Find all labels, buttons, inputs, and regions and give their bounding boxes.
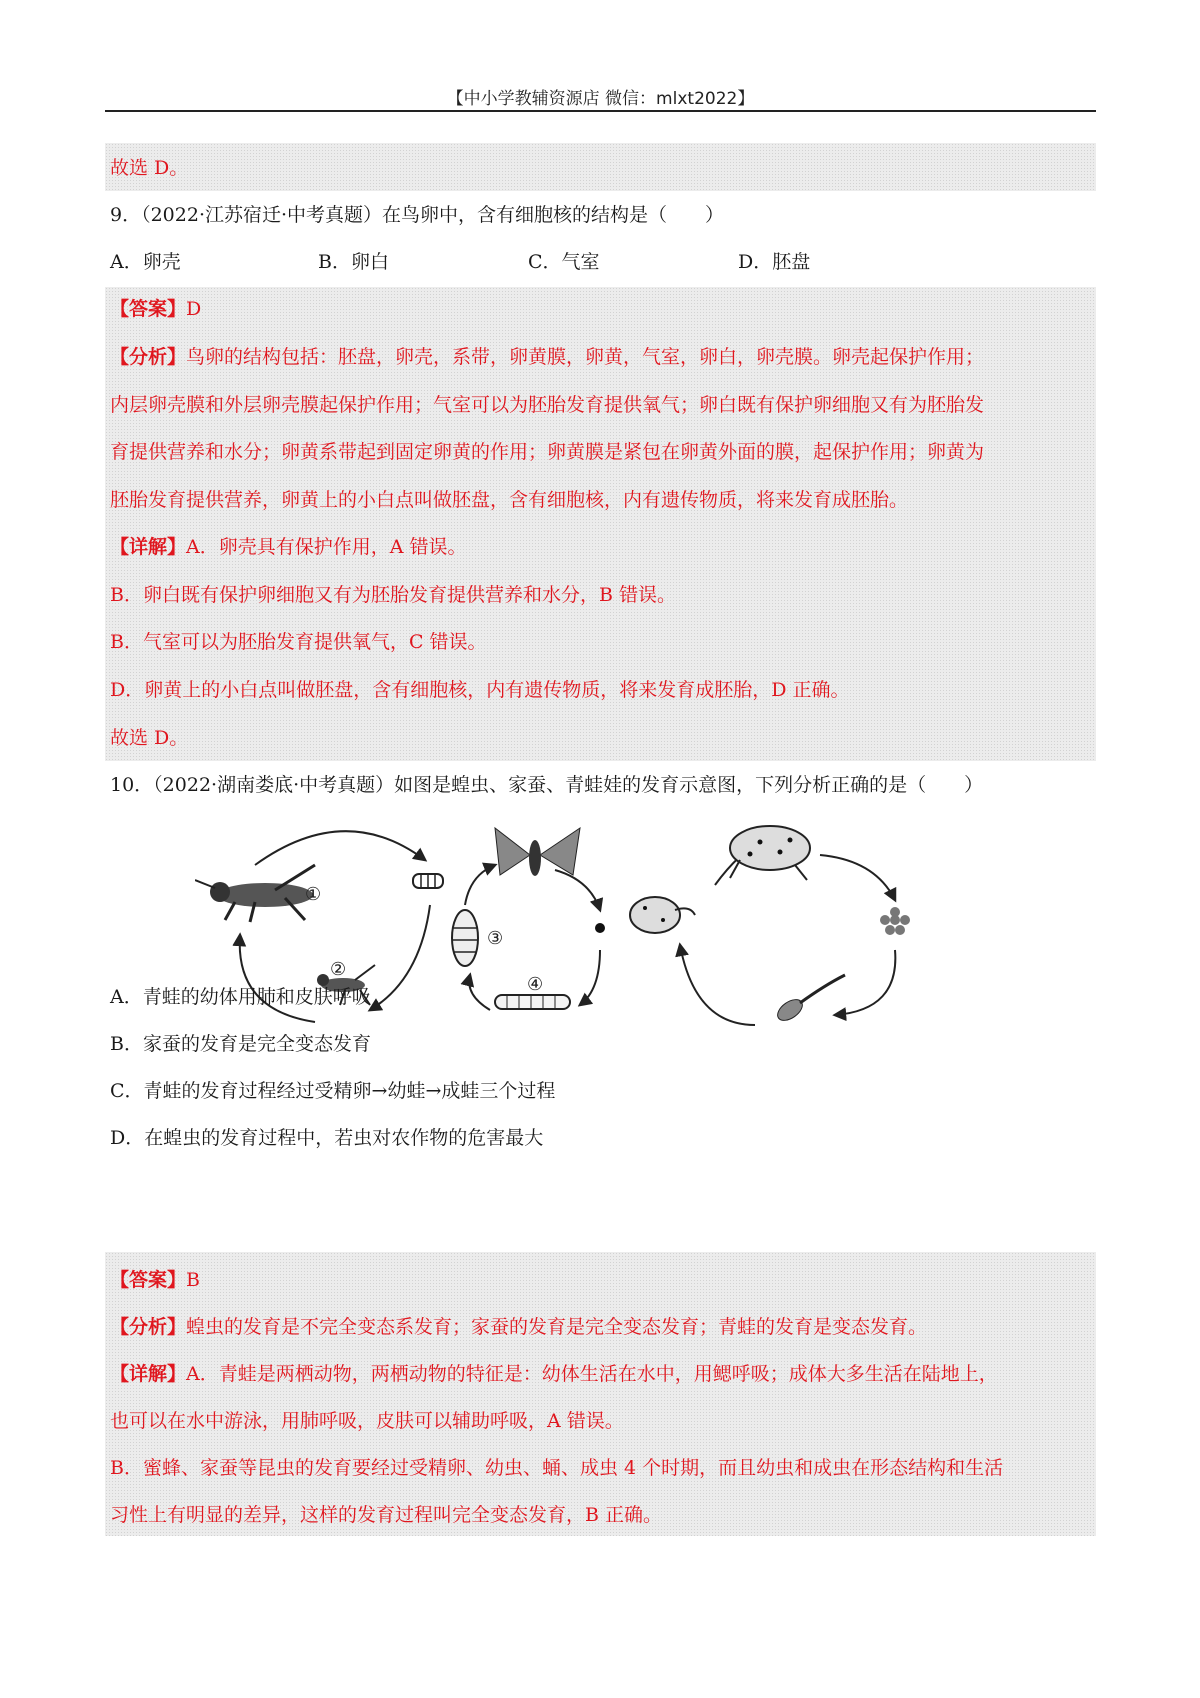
- detail-tag: 【详解】: [110, 536, 187, 558]
- header-rule: [105, 110, 1096, 112]
- q10-stem: 10．（2022·湖南娄底·中考真题）如图是蝗虫、家蚕、青蛙娃的发育示意图，下列分析正确的是（ ）: [110, 774, 984, 796]
- q9-analysis-line-3: 育提供营养和水分；卵黄系带起到固定卵黄的作用；卵黄膜是紧包在卵黄外面的膜，起保护作用；卵黄为: [110, 441, 985, 463]
- detail-text: A．卵壳具有保护作用，A 错误。: [186, 536, 467, 558]
- q9-detail-line-1: [110, 535, 467, 559]
- silk-moth-icon: [495, 828, 580, 876]
- q9-option-d: D．胚盘: [738, 251, 811, 273]
- q9-analysis-line-1: [110, 345, 984, 369]
- adult-locust-icon: [195, 865, 315, 922]
- tadpole-icon: [774, 975, 845, 1025]
- figure-label-1: ①: [305, 884, 322, 905]
- q10-solution-block: [105, 1252, 1096, 1536]
- frog-cycle: [630, 826, 910, 1025]
- q9-detail-line-2: B．卵白既有保护卵细胞又有为胚胎发育提供营养和水分，B 错误。: [110, 584, 676, 606]
- prev-solution-block: [105, 143, 1096, 191]
- q9-analysis-line-2: 内层卵壳膜和外层卵壳膜起保护作用；气室可以为胚胎发育提供氧气；卵白既有保护卵细胞又有为胚胎发: [110, 394, 985, 416]
- adult-frog-icon: [730, 826, 810, 880]
- analysis-tag: 【分析】: [110, 346, 187, 368]
- locust-eggs-icon: [413, 874, 443, 888]
- frog-eggs-icon: [880, 907, 910, 935]
- q10-option-b: B．家蚕的发育是完全变态发育: [110, 1033, 371, 1055]
- q9-option-b: B．卵白: [318, 251, 389, 273]
- analysis-text: 鸟卵的结构包括：胚盘，卵壳，系带，卵黄膜，卵黄，气室，卵白，卵壳膜。卵壳起保护作用；: [186, 346, 985, 368]
- q10-detail-line-1: [110, 1362, 998, 1386]
- q10-option-c: C．青蛙的发育过程经过受精卵→幼蛙→成蛙三个过程: [110, 1080, 556, 1102]
- q9-analysis-line-4: 胚胎发育提供营养，卵黄上的小白点叫做胚盘，含有细胞核，内有遗传物质，将来发育成胚胎。: [110, 489, 909, 511]
- figure-label-4: ④: [527, 974, 544, 995]
- answer-value: B: [186, 1269, 200, 1291]
- q9-stem: 9．（2022·江苏宿迁·中考真题）在鸟卵中，含有细胞核的结构是（ ）: [110, 204, 725, 226]
- q9-option-a: A．卵壳: [110, 251, 181, 273]
- detail-tag: 【详解】: [110, 1363, 187, 1385]
- page-header: 【中小学教辅资源店 微信：mlxt2022】: [446, 89, 755, 109]
- silkworm-egg-icon: [595, 923, 605, 933]
- silkworm-cycle: [452, 828, 605, 1010]
- q10-option-d: D．在蝗虫的发育过程中，若虫对农作物的危害最大: [110, 1127, 544, 1149]
- figure-label-3: ③: [487, 928, 504, 949]
- q10-detail-line-4: 习性上有明显的差异，这样的发育过程叫完全变态发育，B 正确。: [110, 1504, 663, 1526]
- q10-option-a: A．青蛙的幼体用肺和皮肤呼吸: [110, 986, 371, 1008]
- analysis-tag: 【分析】: [110, 1316, 187, 1338]
- detail-text: A．青蛙是两栖动物，两栖动物的特征是：幼体生活在水中，用鳃呼吸；成体大多生活在陆地上，: [186, 1363, 998, 1385]
- prev-conclusion: 故选 D。: [110, 157, 189, 179]
- q10-analysis: [110, 1315, 927, 1339]
- q9-detail-line-3: B．气室可以为胚胎发育提供氧气，C 错误。: [110, 631, 487, 653]
- q9-detail-line-5: 故选 D。: [110, 727, 189, 749]
- q10-detail-line-2: 也可以在水中游泳，用肺呼吸，皮肤可以辅助呼吸，A 错误。: [110, 1410, 624, 1432]
- young-frog-icon: [630, 897, 695, 933]
- silkworm-pupa-icon: [452, 910, 478, 966]
- q10-answer: [110, 1268, 200, 1292]
- q9-answer: [110, 297, 201, 321]
- silkworm-larva-icon: [495, 995, 570, 1009]
- q9-detail-line-4: D．卵黄上的小白点叫做胚盘，含有细胞核，内有遗传物质，将来发育成胚胎，D 正确。: [110, 679, 850, 701]
- q10-detail-line-3: B．蜜蜂、家蚕等昆虫的发育要经过受精卵、幼虫、蛹、成虫 4 个时期，而且幼虫和成虫在形态结构和生活: [110, 1457, 1004, 1479]
- answer-tag: 【答案】: [110, 298, 187, 320]
- analysis-text: 蝗虫的发育是不完全变态系发育；家蚕的发育是完全变态发育；青蛙的发育是变态发育。: [186, 1316, 928, 1338]
- answer-tag: 【答案】: [110, 1269, 187, 1291]
- figure-label-2: ②: [330, 959, 347, 980]
- q9-option-c: C．气室: [528, 251, 600, 273]
- answer-value: D: [186, 298, 202, 320]
